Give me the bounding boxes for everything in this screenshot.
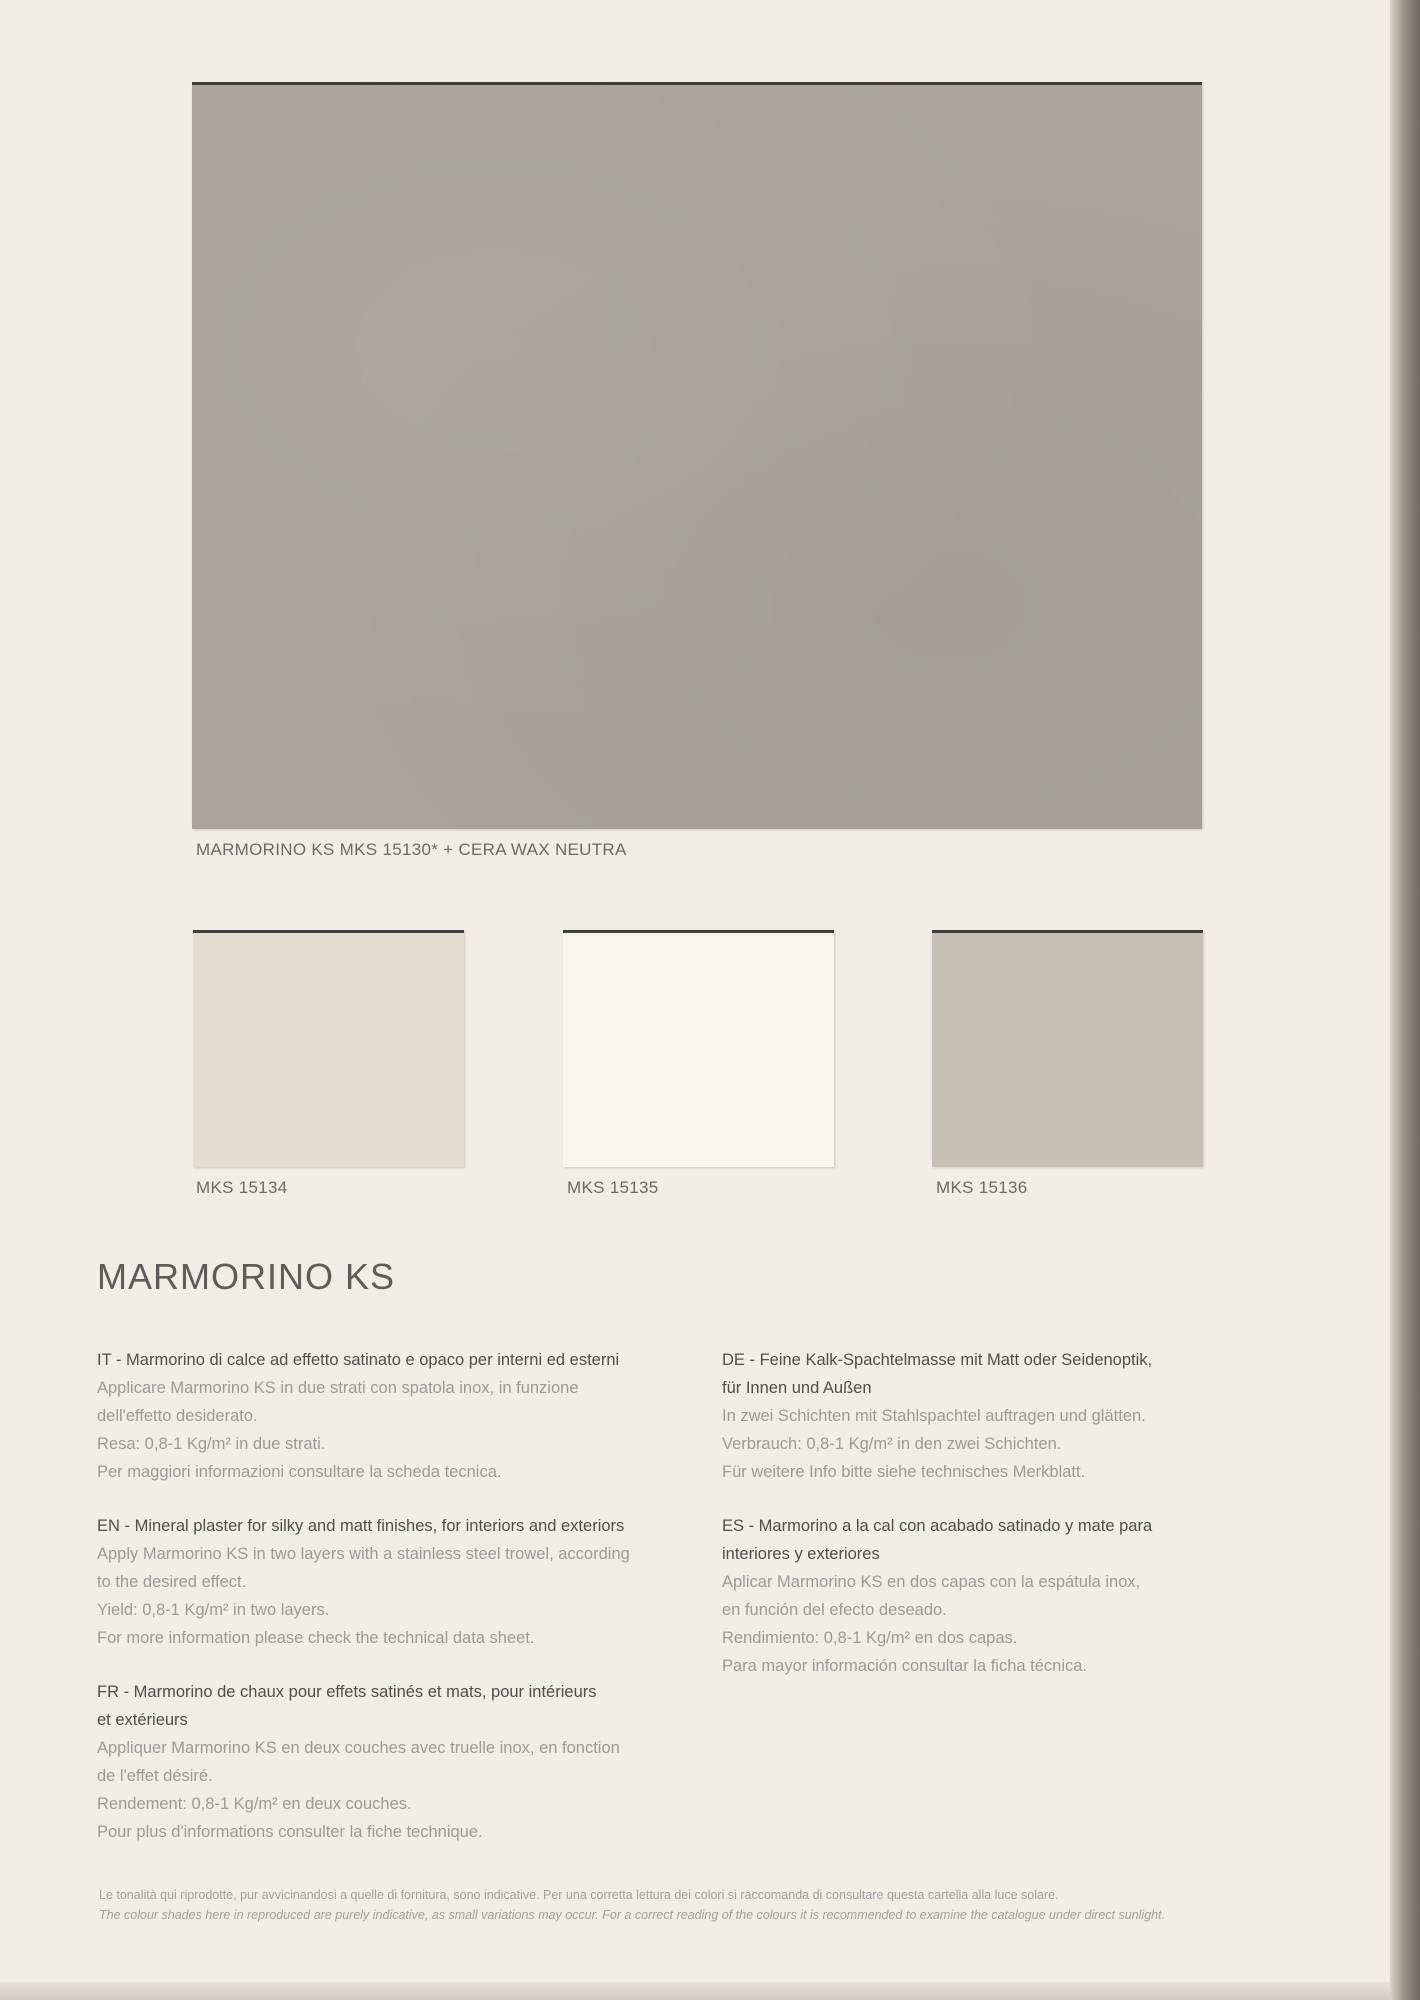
- description-fr-line: Appliquer Marmorino KS en deux couches avec truelle inox, en fonction: [97, 1739, 620, 1757]
- swatch-mks-15134: [193, 930, 464, 1167]
- description-fr-line: de l'effet désiré.: [97, 1767, 213, 1785]
- description-es-heading: interiores y exteriores: [722, 1545, 880, 1563]
- description-en-line: to the desired effect.: [97, 1573, 247, 1591]
- description-fr-heading: et extérieurs: [97, 1711, 188, 1729]
- description-de-line: In zwei Schichten mit Stahlspachtel auftragen und glätten.: [722, 1407, 1146, 1425]
- description-en: [97, 1512, 630, 1652]
- description-es-line: Para mayor información consultar la ficha técnica.: [722, 1657, 1087, 1675]
- swatch-mks-15136: [932, 930, 1203, 1167]
- description-en-heading: EN - Mineral plaster for silky and matt finishes, for interiors and exteriors: [97, 1517, 625, 1535]
- swatch-large-mks-15130: [192, 82, 1202, 829]
- description-de-heading: für Innen und Außen: [722, 1379, 872, 1397]
- description-es-line: en función del efecto deseado.: [722, 1601, 947, 1619]
- description-it-line: Applicare Marmorino KS in due strati con spatola inox, in funzione: [97, 1379, 579, 1397]
- swatch-caption-3: MKS 15136: [936, 1178, 1028, 1197]
- description-es: [722, 1512, 1152, 1680]
- swatch-caption-1: MKS 15134: [196, 1178, 288, 1197]
- swatch-large-caption: MARMORINO KS MKS 15130* + CERA WAX NEUTRA: [196, 840, 627, 859]
- description-en-line: Apply Marmorino KS in two layers with a stainless steel trowel, according: [97, 1545, 630, 1563]
- book-spine-edge: [1390, 0, 1420, 2000]
- swatch-caption-2: MKS 15135: [567, 1178, 659, 1197]
- description-it-line: dell'effetto desiderato.: [97, 1407, 258, 1425]
- description-it-line: Resa: 0,8-1 Kg/m² in due strati.: [97, 1435, 326, 1453]
- description-fr-heading: FR - Marmorino de chaux pour effets satinés et mats, pour intérieurs: [97, 1683, 597, 1701]
- description-it: [97, 1346, 619, 1486]
- description-en-line: For more information please check the technical data sheet.: [97, 1629, 535, 1647]
- page-bottom-edge: [0, 1982, 1420, 2000]
- description-it-line: Per maggiori informazioni consultare la scheda tecnica.: [97, 1463, 502, 1481]
- description-de-line: Für weitere Info bitte siehe technisches Merkblatt.: [722, 1463, 1086, 1481]
- description-de-line: Verbrauch: 0,8-1 Kg/m² in den zwei Schichten.: [722, 1435, 1062, 1453]
- description-es-line: Rendimiento: 0,8-1 Kg/m² en dos capas.: [722, 1629, 1018, 1647]
- description-fr-line: Pour plus d'informations consulter la fiche technique.: [97, 1823, 483, 1841]
- description-it-heading: IT - Marmorino di calce ad effetto satinato e opaco per interni ed esterni: [97, 1351, 620, 1369]
- swatch-mks-15135: [563, 930, 834, 1167]
- description-es-line: Aplicar Marmorino KS en dos capas con la espátula inox,: [722, 1573, 1141, 1591]
- description-en-line: Yield: 0,8-1 Kg/m² in two layers.: [97, 1601, 330, 1619]
- description-de-heading: DE - Feine Kalk-Spachtelmasse mit Matt oder Seidenoptik,: [722, 1351, 1153, 1369]
- description-fr-line: Rendement: 0,8-1 Kg/m² en deux couches.: [97, 1795, 412, 1813]
- footer-note-it: Le tonalità qui riprodotte, pur avvicinandosi a quelle di fornitura, sono indicative. Per una corretta lettura dei colori si raccomanda di consultare questa cartella alla luce solare.: [99, 1888, 1059, 1902]
- description-fr: [97, 1678, 620, 1846]
- product-title: MARMORINO KS: [97, 1256, 396, 1297]
- description-es-heading: ES - Marmorino a la cal con acabado satinado y mate para: [722, 1517, 1153, 1535]
- description-de: [722, 1346, 1152, 1486]
- footer-note-en: The colour shades here in reproduced are purely indicative, as small variations may occur. For a correct reading of the colours it is recommended to examine the catalogue under direct sunlight.: [99, 1908, 1166, 1922]
